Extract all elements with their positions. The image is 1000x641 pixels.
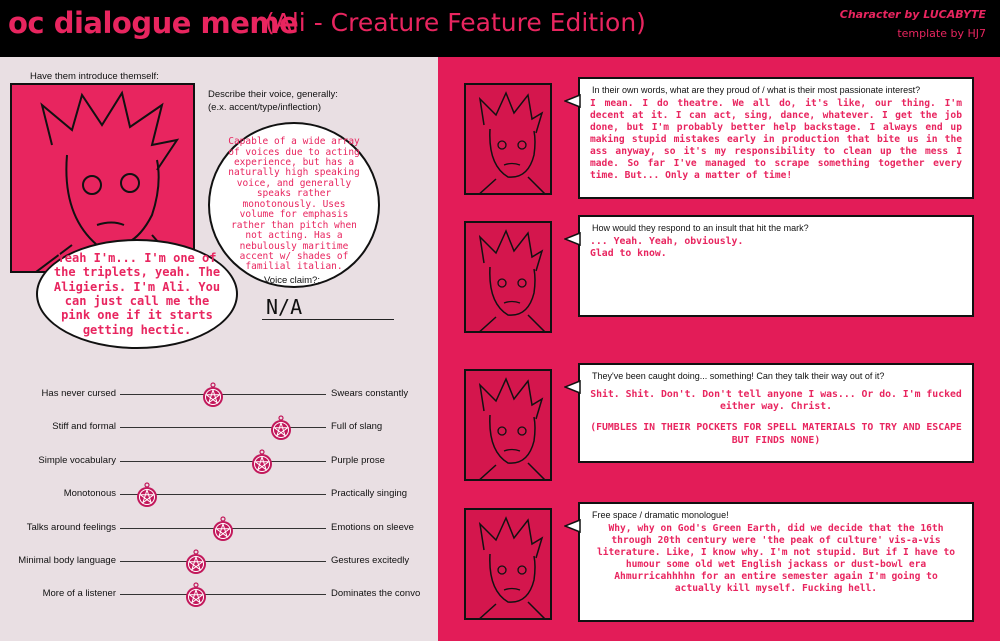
left-panel (0, 57, 438, 641)
answer-line: ... Yeah. Yeah, obviously. (590, 236, 744, 247)
answer-box (578, 215, 974, 317)
question-row (438, 65, 1000, 200)
slider-high-label: Swears constantly (331, 388, 409, 399)
slider-high-label: Gestures excitedly (331, 555, 410, 566)
slider-high-label: Purple prose (331, 455, 385, 466)
slider-low-label: Stiff and formal (52, 421, 116, 432)
question-text: They've been caught doing... something! Can they talk their way out of it? (592, 371, 885, 381)
voice-description-text: Capable of a wide array of voices due to acting experience, but has a naturally high speaking voice, and generally speaks rather monotonously. Uses volume for emphasis rather than pitch when not acting. Has a nebulously maritime accent w/ shades of familial italian. (228, 136, 360, 273)
pentagram-slider-knob-icon (249, 449, 275, 475)
slider-track (120, 461, 326, 462)
slider-track (120, 427, 326, 428)
answer-text (590, 236, 962, 260)
trait-slider (0, 517, 438, 541)
speech-tail-icon (564, 231, 582, 245)
slider-high-label: Full of slang (331, 421, 383, 432)
character-portrait (464, 508, 552, 620)
slider-low-label: Monotonous (63, 488, 116, 499)
answer-text (590, 389, 962, 447)
slider-high-label: Dominates the convo (331, 588, 421, 599)
pentagram-slider-knob-icon (183, 582, 209, 608)
answer-line: I mean. I do theatre. We all do, it's like, our thing. I'm decent at it. I can act, sing, dance, whatever. I get the job done, but I'm probably better help backstage. I always end up making stupid mistakes early in production that bite us in the ass anyway, so it's my responsibility to clean up the mess I made. So far I've managed to scrape something together every time. But... Only a matter of time! (590, 98, 962, 181)
answer-line: Why, why on God's Green Earth, did we decide that the 16th through 20th century were 'the peak of culture' vis-a-vis literature. Like, I know why. I'm not stupid. But if I have to humour some old wet English jackass or dust-bowl era Ahmurricahhhhn for an entire semester again I'm going to actually kill myself. Fucking hell. (596, 523, 956, 594)
answer-line: Glad to know. (590, 248, 667, 260)
speech-tail-icon (564, 379, 582, 393)
pentagram-slider-knob-icon (210, 516, 236, 542)
intro-text: Yeah I'm... I'm one of the triplets, yeah. The Aligieris. I'm Ali. You can just call me the pink one if it starts getting hectic. (53, 250, 221, 337)
answer-line: (FUMBLES IN THEIR POCKETS FOR SPELL MATERIALS TO TRY AND ESCAPE BUT FINDS NONE) (590, 422, 962, 446)
voice-description-bubble (208, 122, 380, 288)
slider-low-label: Has never cursed (41, 388, 116, 399)
voice-label: Describe their voice, generally: (208, 89, 338, 100)
character-credit: Character by LUCABYTE (839, 8, 986, 21)
trait-slider (0, 383, 438, 407)
pentagram-slider-knob-icon (268, 415, 294, 441)
trait-slider (0, 550, 438, 574)
character-portrait (464, 221, 552, 333)
answer-text (590, 98, 962, 182)
trait-slider (0, 450, 438, 474)
question-text: Free space / dramatic monologue! (592, 510, 729, 520)
answer-text (590, 523, 962, 595)
slider-low-label: Simple vocabulary (38, 455, 116, 466)
slider-low-label: Talks around feelings (26, 522, 116, 533)
template-credit: template by HJ7 (897, 27, 986, 40)
question-text: In their own words, what are they proud of / what is their most passionate interest? (592, 85, 921, 95)
trait-slider (0, 583, 438, 607)
voice-claim-value: N/A (266, 295, 303, 319)
speech-tail-icon (564, 518, 582, 532)
answer-box (578, 502, 974, 622)
speech-tail-icon (564, 93, 582, 107)
slider-low-label: More of a listener (42, 588, 116, 599)
pentagram-slider-knob-icon (183, 549, 209, 575)
question-row (438, 209, 1000, 319)
slider-track (120, 561, 326, 562)
slider-high-label: Practically singing (331, 488, 408, 499)
question-text: How would they respond to an insult that hit the mark? (592, 223, 809, 233)
slider-track (120, 594, 326, 595)
introduce-label: Have them introduce themself: (30, 71, 159, 82)
pentagram-slider-knob-icon (134, 482, 160, 508)
question-row (438, 357, 1000, 467)
character-portrait (464, 369, 552, 481)
page-subtitle: (Ali - Creature Feature Edition) (265, 8, 646, 37)
character-portrait (464, 83, 552, 195)
trait-slider (0, 483, 438, 507)
answer-box (578, 77, 974, 199)
voice-claim-underline (262, 319, 394, 320)
page-title: oc dialogue meme (8, 6, 299, 40)
answer-box (578, 363, 974, 463)
question-row (438, 493, 1000, 623)
answer-line: Shit. Shit. Don't. Don't tell anyone I was... Or do. I'm fucked either way. Christ. (590, 389, 962, 413)
slider-high-label: Emotions on sleeve (331, 522, 414, 533)
trait-slider (0, 416, 438, 440)
intro-speech-bubble (36, 239, 238, 349)
pentagram-slider-knob-icon (200, 382, 226, 408)
header (0, 0, 1000, 57)
voice-hint: (e.x. accent/type/inflection) (208, 102, 321, 113)
voice-claim-label: Voice claim?: (264, 275, 320, 286)
slider-low-label: Minimal body language (18, 555, 116, 566)
right-panel (438, 57, 1000, 641)
